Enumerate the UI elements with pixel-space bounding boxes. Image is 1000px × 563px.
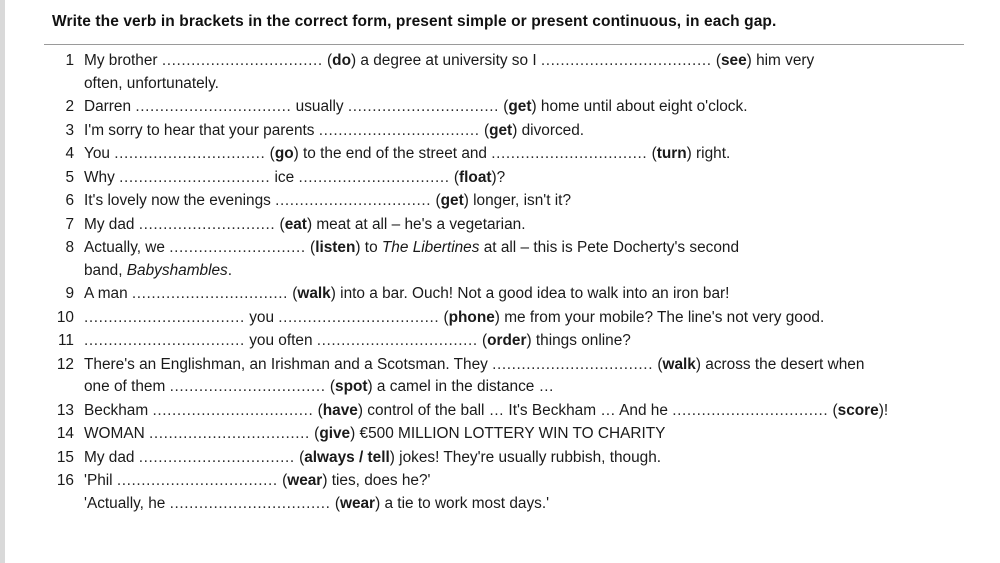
sentence-text: ( xyxy=(294,448,305,466)
answer-gap[interactable]: ................................ xyxy=(135,98,292,115)
exercise-item xyxy=(44,190,974,213)
verb-prompt: phone xyxy=(448,308,495,326)
sentence-text: Why xyxy=(84,168,120,186)
item-number: 16 xyxy=(56,472,74,489)
item-number: 6 xyxy=(65,192,74,209)
sentence-text: ( xyxy=(653,355,663,373)
item-text xyxy=(74,237,974,282)
item-line xyxy=(84,167,974,190)
answer-gap[interactable]: ................................. xyxy=(278,308,440,326)
exercise-item xyxy=(44,307,974,330)
item-line xyxy=(84,283,974,306)
item-number: 4 xyxy=(65,145,74,162)
exercise-item xyxy=(44,447,974,470)
item-line xyxy=(84,423,974,446)
item-number: 8 xyxy=(65,239,74,256)
answer-gap[interactable]: ................................ xyxy=(169,378,326,395)
exercise-item xyxy=(44,167,974,190)
sentence-text: ( xyxy=(647,145,657,162)
sentence-text: ) ties, does he?' xyxy=(322,472,431,489)
item-line xyxy=(84,400,974,423)
sentence-text: ( xyxy=(711,52,721,69)
sentence-text: My dad xyxy=(84,448,139,466)
sentence-text: I'm sorry to hear that your parents xyxy=(84,121,319,139)
sentence-text: ) €500 MILLION LOTTERY WIN TO CHARITY xyxy=(350,425,666,442)
sentence-text: My dad xyxy=(84,215,139,233)
answer-gap[interactable]: ................................. xyxy=(161,52,323,69)
answer-gap[interactable]: ............................... xyxy=(114,145,266,162)
sentence-text: ( xyxy=(313,401,323,419)
sentence-text: WOMAN xyxy=(84,425,149,442)
item-number: 2 xyxy=(65,98,74,115)
exercise-item xyxy=(44,237,974,282)
item-number: 3 xyxy=(65,121,74,139)
exercise-item xyxy=(44,423,974,446)
sentence-text: ) into a bar. Ouch! Not a good idea to walk into an iron bar! xyxy=(330,285,730,302)
item-text xyxy=(74,96,974,119)
exercise-item xyxy=(44,283,974,306)
item-line xyxy=(84,96,974,119)
answer-gap[interactable]: ................................ xyxy=(491,145,648,162)
answer-gap[interactable]: ............................... xyxy=(119,168,271,186)
exercise-item xyxy=(44,214,974,237)
item-line xyxy=(84,73,974,96)
sentence-text: )! xyxy=(878,401,889,419)
item-line xyxy=(84,214,974,237)
sentence-text: usually xyxy=(291,98,348,115)
item-text xyxy=(74,470,974,515)
exercise-items-list xyxy=(44,50,974,516)
item-text xyxy=(74,190,974,213)
item-line xyxy=(84,330,974,353)
sentence-text: ( xyxy=(322,52,333,69)
answer-gap[interactable]: ................................ xyxy=(131,285,288,302)
exercise-item xyxy=(44,400,974,423)
item-line xyxy=(84,376,974,399)
item-number: 5 xyxy=(65,168,74,186)
item-text xyxy=(74,50,974,95)
sentence-text: ) meat at all – he's a vegetarian. xyxy=(306,215,526,233)
item-number: 15 xyxy=(56,448,74,466)
answer-gap[interactable]: ................................. xyxy=(84,332,245,349)
sentence-text: ( xyxy=(477,332,488,349)
sentence-text: ) me from your mobile? The line's not very good. xyxy=(494,308,825,326)
item-text xyxy=(74,447,974,470)
item-line xyxy=(84,493,974,516)
sentence-text: ( xyxy=(431,192,441,209)
sentence-text: ) a degree at university so I xyxy=(350,52,541,69)
item-line xyxy=(84,50,974,73)
sentence-text: It's lovely now the evenings xyxy=(84,192,276,209)
item-text xyxy=(74,330,974,353)
verb-prompt: turn xyxy=(656,145,687,162)
verb-prompt: score xyxy=(837,401,879,419)
item-line xyxy=(84,470,974,493)
answer-gap[interactable]: ................................. xyxy=(148,425,310,442)
item-text xyxy=(74,120,974,143)
sentence-text: you often xyxy=(244,332,317,349)
sentence-text: ( xyxy=(309,425,320,442)
item-number: 12 xyxy=(56,355,74,373)
sentence-text: at all – this is Pete Docherty's second xyxy=(479,239,740,256)
sentence-text: ( xyxy=(449,168,460,186)
sentence-text: band, xyxy=(84,261,127,279)
sentence-text: ( xyxy=(265,145,275,162)
sentence-text: Darren xyxy=(84,98,136,115)
answer-gap[interactable]: ................................... xyxy=(540,52,712,69)
sentence-text: ) jokes! They're usually rubbish, though. xyxy=(389,448,662,466)
verb-prompt: always / tell xyxy=(304,448,390,466)
sentence-text: ( xyxy=(330,494,340,512)
answer-gap[interactable]: ............................ xyxy=(138,215,276,233)
item-number: 11 xyxy=(58,332,74,349)
exercise-item xyxy=(44,143,974,166)
verb-prompt: see xyxy=(720,52,747,69)
answer-gap[interactable]: ................................. xyxy=(84,308,245,326)
item-number: 14 xyxy=(56,425,74,442)
item-number: 1 xyxy=(65,52,74,69)
answer-gap[interactable]: ............................... xyxy=(298,168,450,186)
verb-prompt: give xyxy=(319,425,351,442)
sentence-text: ( xyxy=(275,215,285,233)
item-line xyxy=(84,143,974,166)
answer-gap[interactable]: ............................ xyxy=(169,239,306,256)
verb-prompt: order xyxy=(487,332,527,349)
title-emphasis: Babyshambles xyxy=(126,261,228,279)
verb-prompt: get xyxy=(440,192,464,209)
item-number: 9 xyxy=(65,285,74,302)
sentence-text: A man xyxy=(84,285,132,302)
sentence-text: ) to the end of the street and xyxy=(293,145,492,162)
sentence-text: ) divorced. xyxy=(512,121,585,139)
sentence-text: often, unfortunately. xyxy=(84,74,219,92)
exercise-item xyxy=(44,330,974,353)
verb-prompt: listen xyxy=(315,239,356,256)
sentence-text: ( xyxy=(479,121,490,139)
answer-gap[interactable]: ................................. xyxy=(318,121,480,139)
answer-gap[interactable]: ................................. xyxy=(169,494,331,512)
verb-prompt: have xyxy=(322,401,358,419)
item-text xyxy=(74,214,974,237)
item-number: 7 xyxy=(65,215,74,233)
answer-gap[interactable]: ................................ xyxy=(138,448,295,466)
sentence-text: There's an Englishman, an Irishman and a Scotsman. They xyxy=(84,355,493,373)
item-text xyxy=(74,143,974,166)
verb-prompt: go xyxy=(274,145,294,162)
answer-gap[interactable]: ................................ xyxy=(672,401,829,419)
sentence-text: Actually, we xyxy=(84,239,170,256)
exercise-item xyxy=(44,470,974,515)
verb-prompt: float xyxy=(459,168,492,186)
sentence-text: 'Actually, he xyxy=(84,494,170,512)
sentence-text: 'Phil xyxy=(84,472,117,489)
sentence-text: My brother xyxy=(84,52,162,69)
verb-prompt: get xyxy=(508,98,532,115)
header-divider xyxy=(44,44,964,45)
answer-gap[interactable]: ................................. xyxy=(316,332,478,349)
item-text xyxy=(74,400,974,423)
verb-prompt: do xyxy=(332,52,351,69)
sentence-text: ( xyxy=(499,98,509,115)
sentence-text: ( xyxy=(325,378,336,395)
sentence-text: ( xyxy=(287,285,298,302)
exercise-item xyxy=(44,354,974,399)
verb-prompt: wear xyxy=(287,472,323,489)
item-text xyxy=(74,283,974,306)
answer-gap[interactable]: ................................. xyxy=(492,355,654,373)
sentence-text: ) right. xyxy=(686,145,731,162)
sentence-text: ) things online? xyxy=(526,332,631,349)
sentence-text: ) control of the ball … It's Beckham … And he xyxy=(357,401,673,419)
exercise-item xyxy=(44,50,974,95)
sentence-text: ( xyxy=(305,239,316,256)
sentence-text: ) a camel in the distance … xyxy=(367,378,554,395)
sentence-text: )? xyxy=(491,168,506,186)
sentence-text: . xyxy=(227,261,233,279)
item-line xyxy=(84,260,974,283)
sentence-text: ) him very xyxy=(746,52,815,69)
sentence-text: Beckham xyxy=(84,401,153,419)
verb-prompt: spot xyxy=(335,378,368,395)
item-text xyxy=(74,307,974,330)
item-line xyxy=(84,120,974,143)
sentence-text: ( xyxy=(439,308,449,326)
answer-gap[interactable]: ................................ xyxy=(275,192,432,209)
sentence-text: you xyxy=(244,308,279,326)
sentence-text: ice xyxy=(270,168,299,186)
item-line xyxy=(84,307,974,330)
verb-prompt: walk xyxy=(662,355,696,373)
verb-prompt: walk xyxy=(297,285,331,302)
sentence-text: You xyxy=(84,145,115,162)
item-line xyxy=(84,237,974,260)
exercise-item xyxy=(44,96,974,119)
sentence-text: ) a tie to work most days.' xyxy=(375,494,550,512)
item-line xyxy=(84,447,974,470)
item-number: 10 xyxy=(56,308,74,326)
item-line xyxy=(84,354,974,377)
title-emphasis: The Libertines xyxy=(381,239,480,256)
verb-prompt: get xyxy=(489,121,513,139)
verb-prompt: wear xyxy=(339,494,376,512)
item-text xyxy=(74,167,974,190)
item-text xyxy=(74,354,974,399)
answer-gap[interactable]: ................................. xyxy=(116,472,278,489)
item-text xyxy=(74,423,974,446)
sentence-text: ( xyxy=(828,401,838,419)
sentence-text: ) longer, isn't it? xyxy=(463,192,572,209)
exercise-item xyxy=(44,120,974,143)
left-margin-rule xyxy=(0,0,5,563)
item-number: 13 xyxy=(56,401,74,419)
sentence-text: ) home until about eight o'clock. xyxy=(531,98,748,115)
answer-gap[interactable]: ................................. xyxy=(152,401,314,419)
sentence-text: ( xyxy=(277,472,288,489)
verb-prompt: eat xyxy=(284,215,307,233)
answer-gap[interactable]: ............................... xyxy=(347,98,499,115)
sentence-text: one of them xyxy=(84,378,170,395)
sentence-text: ) to xyxy=(355,239,382,256)
item-line xyxy=(84,190,974,213)
sentence-text: ) across the desert when xyxy=(695,355,865,373)
exercise-instruction: Write the verb in brackets in the correct form, present simple or present continuous, in each gap. xyxy=(52,13,777,30)
